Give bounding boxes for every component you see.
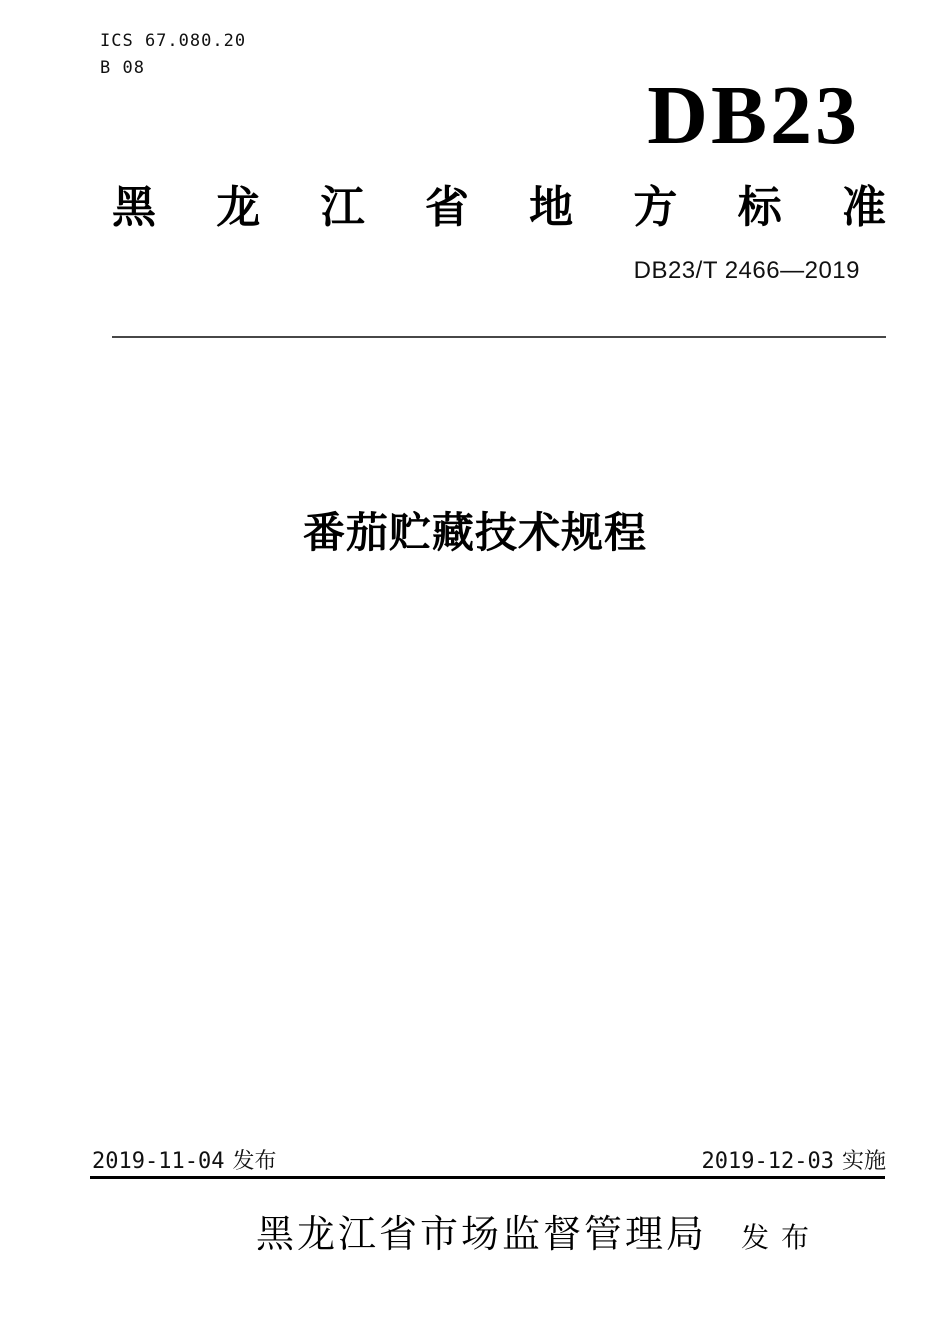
implementation-date-label: 实施: [841, 1148, 886, 1173]
issue-date: 2019-11-04: [92, 1149, 225, 1174]
publisher-row: [256, 1212, 821, 1258]
publisher-name: 黑龙江省市场监督管理局: [256, 1214, 708, 1256]
standard-type-char: 地: [529, 183, 574, 232]
issue-date-group: [92, 1148, 276, 1175]
issue-date-label: 发布: [232, 1148, 277, 1173]
classification-code: B 08: [100, 58, 145, 78]
standard-type-char: 黑: [112, 183, 156, 232]
footer-rule: [90, 1176, 885, 1179]
ics-block: [100, 28, 246, 82]
implementation-date-group: [702, 1148, 886, 1175]
db23-logo: DB23: [647, 69, 860, 162]
standard-type-char: 龙: [216, 183, 261, 232]
header-rule: [112, 336, 886, 338]
standard-type-char: 方: [633, 183, 678, 232]
ics-code: ICS 67.080.20: [100, 31, 247, 51]
implementation-date: 2019-12-03: [701, 1149, 834, 1174]
publisher-action: 发布: [741, 1222, 822, 1253]
dates-row: [92, 1148, 886, 1175]
standard-type-char: 省: [424, 183, 469, 232]
standard-type-row: [112, 184, 886, 232]
standard-type-char: 江: [320, 183, 365, 232]
standard-type-char: 标: [737, 183, 782, 232]
document-title: 番茄贮藏技术规程: [302, 509, 647, 556]
standard-number: DB23/T 2466—2019: [633, 257, 860, 284]
standard-type-char: 准: [841, 183, 886, 232]
